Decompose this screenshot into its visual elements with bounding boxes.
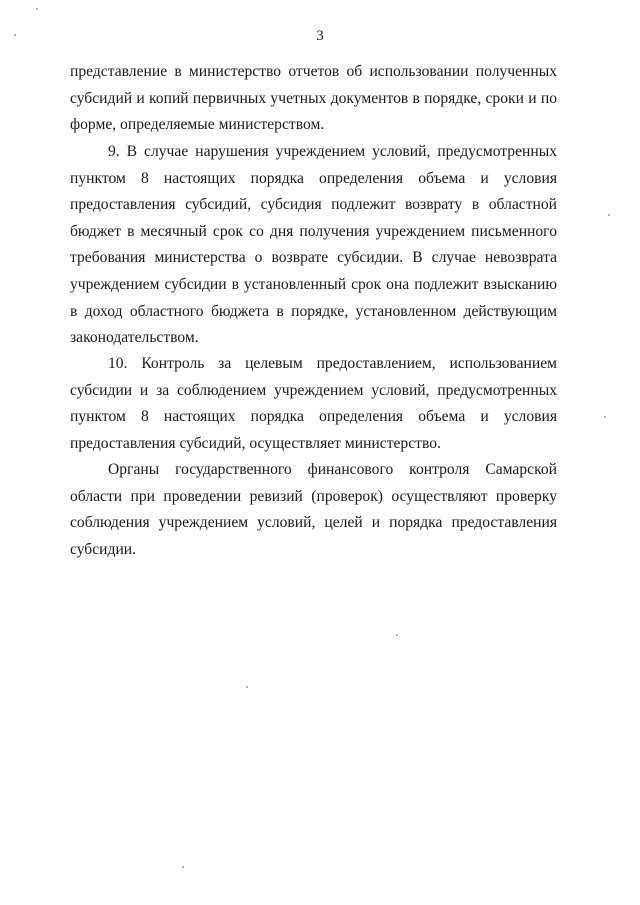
paragraph-9	[70, 139, 557, 352]
scan-artifact	[182, 866, 184, 868]
scan-artifact	[246, 686, 248, 688]
paragraph-control-bodies	[70, 457, 557, 563]
paragraph-text: 10. Контроль за целевым предоставлением, использованием субсидии и за соблюдением учреждением условий, предусмотренных пунктом 8 настоящих порядка определения объема и условия предоставления субсидий, осуществляет министерство.	[70, 355, 557, 452]
scan-artifact	[36, 8, 38, 10]
paragraph-10	[70, 351, 557, 457]
scan-artifact	[14, 34, 16, 36]
page-number: 3	[316, 28, 324, 44]
paragraph-text: 9. В случае нарушения учреждением условий, предусмотренных пунктом 8 настоящих порядка определения объема и условия предоставления субсидий, субсидия подлежит возврату в областной бюджет в месячный срок со дня получения учреждением письменного требования министерства о возврате субсидии. В случае невозврата учреждением субсидии в установленный срок она подлежит взысканию в доход областного бюджета в порядке, установленном действующим законодательством.	[70, 143, 557, 347]
paragraph-continuation	[70, 59, 557, 139]
scan-artifact	[604, 416, 606, 418]
paragraph-text: Органы государственного финансового контроля Самарской области при проведении ревизий (проверок) осуществляют проверку соблюдения учреждением условий, целей и порядка предоставления субсидии.	[70, 461, 557, 558]
scan-artifact	[608, 214, 610, 216]
paragraph-text: представление в министерство отчетов об использовании полученных субсидий и копий первичных учетных документов в порядке, сроки и по форме, определяемые министерством.	[70, 63, 557, 134]
scan-artifact	[396, 634, 398, 636]
